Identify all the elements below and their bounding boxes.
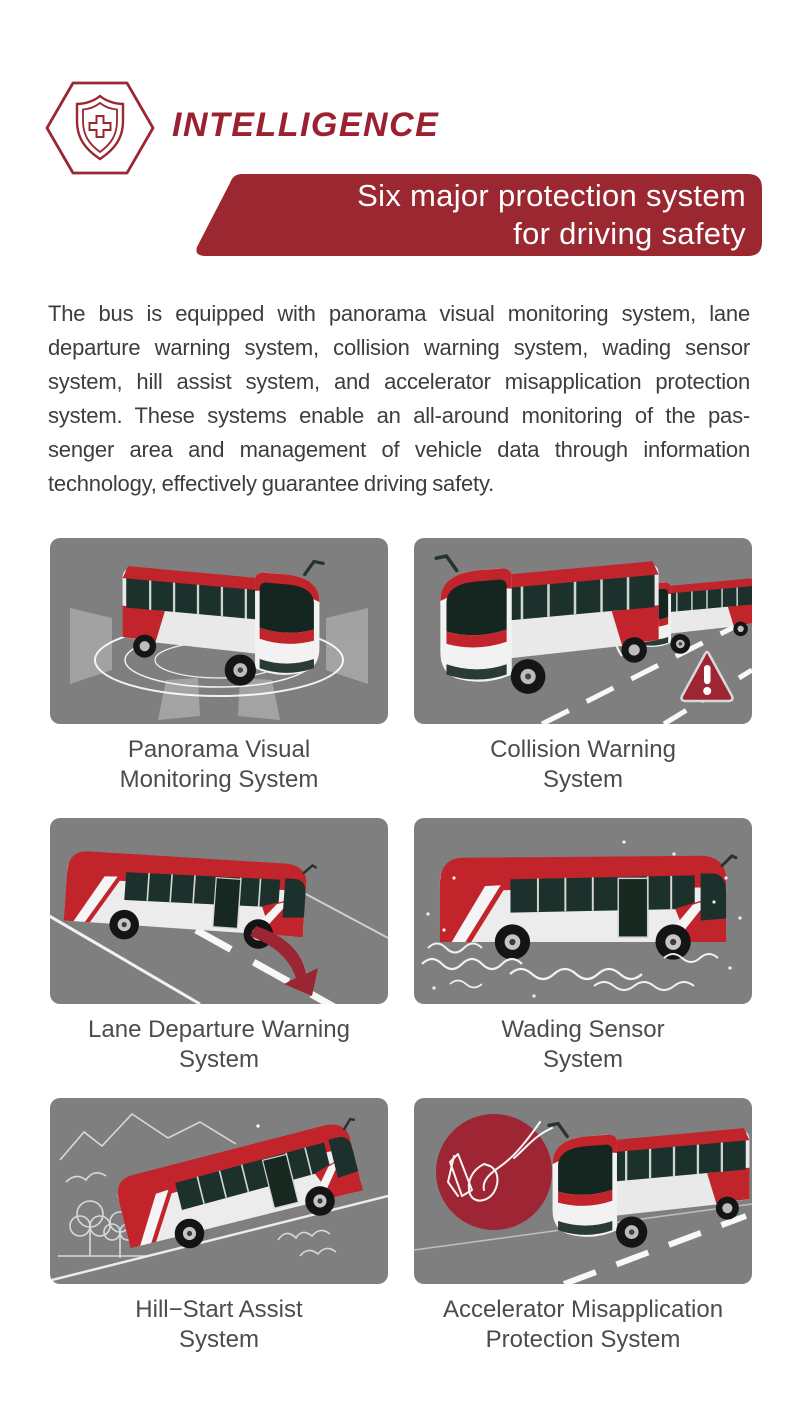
warning-triangle-icon — [682, 652, 733, 701]
red-arrow-icon — [250, 926, 318, 996]
panorama-illustration — [50, 538, 388, 724]
banner-ribbon — [192, 174, 762, 256]
collision-illustration — [414, 538, 752, 724]
intro-line: departure warning system, collision warning system, wading sensor — [48, 335, 750, 360]
intro-line: system. These systems enable an all-around monitoring of the pas- — [48, 403, 750, 428]
feature-caption: Lane Departure Warning System — [88, 1016, 350, 1073]
feature-caption: Hill−Start Assist System — [135, 1296, 303, 1353]
intro-paragraph — [48, 297, 750, 501]
intro-line: The bus is equipped with panorama visual monitoring system, lane — [48, 301, 750, 326]
feature-caption: Accelerator Misapplication Protection System — [442, 1296, 724, 1353]
feature-caption: Collision Warning System — [490, 736, 676, 793]
feature-wading — [414, 818, 752, 1075]
feature-caption: Wading Sensor System — [501, 1016, 665, 1073]
bus-illustration — [549, 1124, 750, 1248]
feature-grid — [50, 538, 752, 1355]
bus-illustration — [113, 1118, 374, 1262]
shield-hexagon-icon — [45, 80, 155, 176]
feature-caption: Panorama Visual Monitoring System — [119, 736, 319, 793]
feature-collision — [414, 538, 752, 795]
intro-line: technology, effectively guarantee driving safety. — [48, 471, 495, 496]
feature-image-panorama — [50, 538, 388, 724]
feature-image-collision — [414, 538, 752, 724]
star-dot — [256, 1124, 259, 1127]
intro-line: senger area and management of vehicle data through information — [48, 437, 750, 462]
feature-image-accelerator — [414, 1098, 752, 1284]
banner-line-1: Six major protection system — [357, 178, 746, 213]
lane-departure-illustration — [50, 818, 388, 1004]
banner-text — [192, 174, 746, 256]
feature-panorama — [50, 538, 388, 795]
banner-line-2: for driving safety — [513, 216, 746, 251]
feature-accelerator — [414, 1098, 752, 1355]
bus-illustration — [123, 562, 324, 686]
hill-start-illustration — [50, 1098, 388, 1284]
feature-lane-departure — [50, 818, 388, 1075]
accelerator-illustration — [414, 1098, 752, 1284]
page-title: INTELLIGENCE — [172, 106, 440, 144]
feature-hill-start — [50, 1098, 388, 1355]
wading-illustration — [414, 818, 752, 1004]
feature-image-wading — [414, 818, 752, 1004]
bus-illustration — [440, 856, 736, 960]
feature-image-hill-start — [50, 1098, 388, 1284]
bus-illustration — [436, 556, 658, 694]
cross-icon — [90, 116, 111, 137]
intro-line: system, hill assist system, and accelerator misapplication protection — [48, 369, 750, 394]
feature-image-lane-departure — [50, 818, 388, 1004]
